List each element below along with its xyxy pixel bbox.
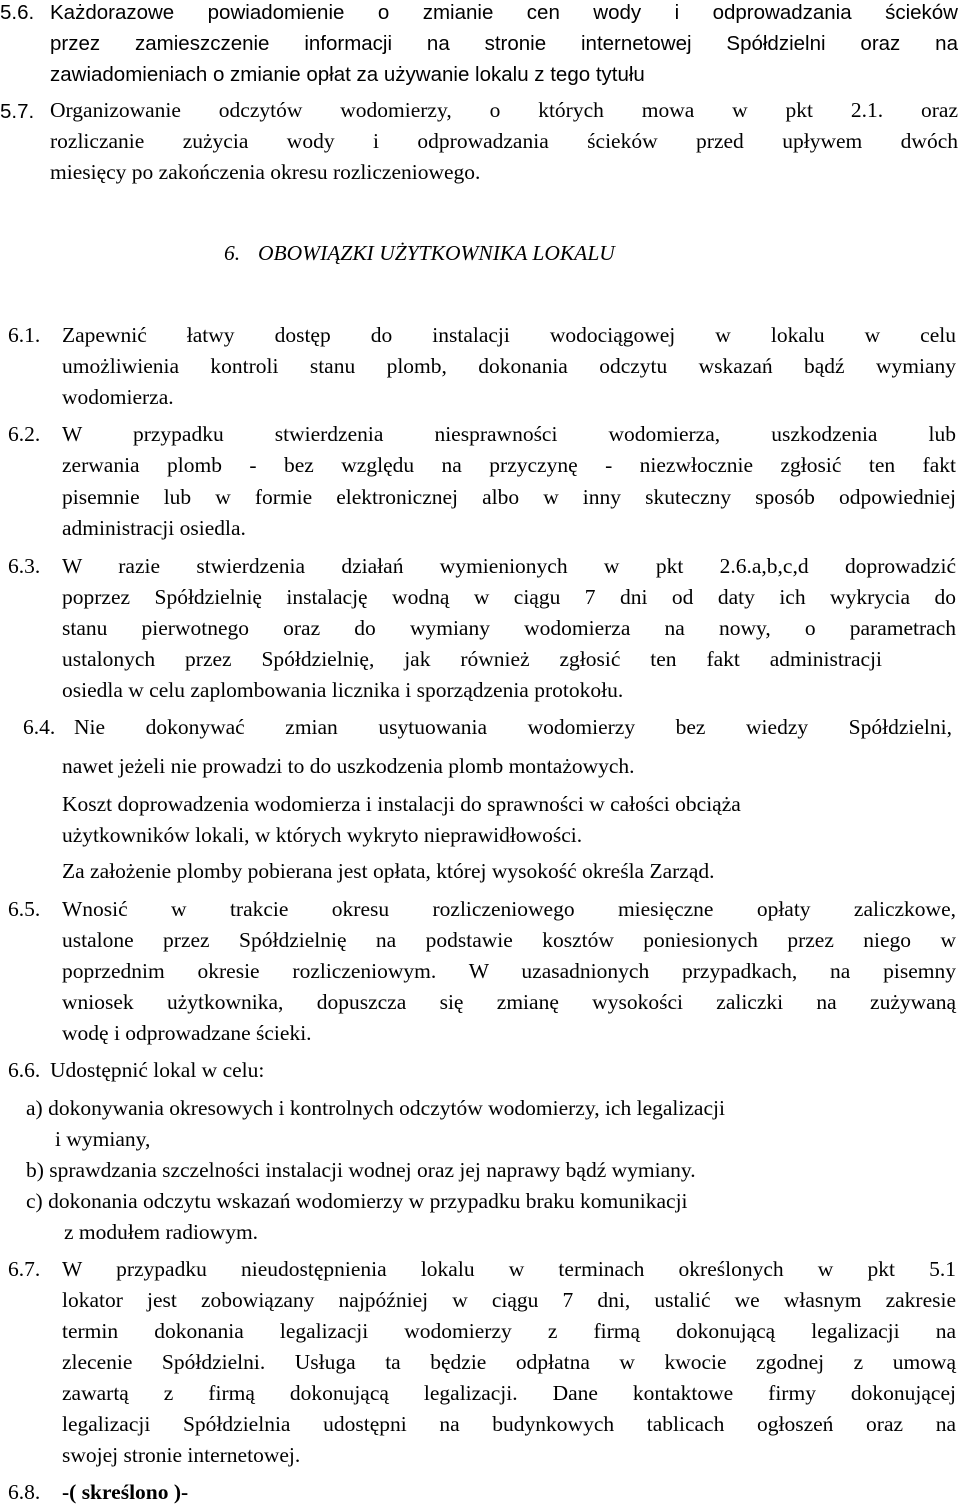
item-text-line: administracji osiedla. [62,516,246,540]
item-text-line: pisemnie lub w formie elektronicznej albo w inny skuteczny sposób odpowiedniej [62,485,956,509]
item-text-line: Organizowanie odczytów wodomierzy, o których mowa w pkt 2.1. oraz [50,98,958,122]
item-text-line: Wnosić w trakcie okresu rozliczeniowego miesięczne opłaty zaliczkowe, [62,897,956,921]
item-text-line: wodomierza. [62,385,174,409]
item-text-line: W razie stwierdzenia działań wymienionych w pkt 2.6.a,b,c,d doprowadzić [62,554,956,578]
item-text-line: zawartą z firmą dokonującą legalizacji. Dane kontaktowe firmy dokonującej [62,1381,956,1405]
item-number: 6.3. [8,554,41,578]
item-number: 6.6. [8,1058,41,1082]
item-text-line: termin dokonania legalizacji wodomierzy z firmą dokonującą legalizacji na [62,1319,956,1343]
item-number: 6.1. [8,323,41,347]
item-text-line: osiedla w celu zaplombowania licznika i sporządzenia protokołu. [62,678,624,702]
sub-item-line: a) dokonywania okresowych i kontrolnych odczytów wodomierzy, ich legalizacji [26,1096,725,1120]
item-number: 5.6. [0,1,35,24]
heading-title: OBOWIĄZKI UŻYTKOWNIKA LOKALU [258,241,615,265]
sub-item-line: c) dokonania odczytu wskazań wodomierzy w przypadku braku komunikacji [26,1189,688,1213]
item-text-line: umożliwienia kontroli stanu plomb, dokonania odczytu wskazań bądź wymiany [62,354,956,378]
item-text-line: Każdorazowe powiadomienie o zmianie cen wody i odprowadzania ścieków [50,1,958,24]
item-text-line: nawet jeżeli nie prowadzi to do uszkodzenia plomb montażowych. [62,754,635,778]
item-number: 5.7. [0,100,35,123]
sub-item-line: i wymiany, [55,1127,151,1151]
item-text-line: wniosek użytkownika, dopuszcza się zmianę wysokości zaliczki na zużywaną [62,990,956,1014]
item-text-line: poprzez Spółdzielnię instalację wodną w ciągu 7 dni od daty ich wykrycia do [62,585,956,609]
item-number: 6.7. [8,1257,41,1281]
item-text-line: Za założenie plomby pobierana jest opłata, której wysokość określa Zarząd. [62,859,715,883]
item-text-line: Nie dokonywać zmian usytuowania wodomierzy bez wiedzy Spółdzielni, [74,715,952,739]
item-text-line: Koszt doprowadzenia wodomierza i instalacji do sprawności w całości obciąża [62,792,741,816]
item-number: 6.5. [8,897,41,921]
item-text-line: ustalone przez Spółdzielnię na podstawie kosztów poniesionych przez niego w [62,928,956,952]
item-number: 6.4. [23,715,56,739]
item-text-line: zawiadomieniach o zmianie opłat za używanie lokalu z tego tytułu [50,63,645,86]
item-text-line: zlecenie Spółdzielni. Usługa ta będzie odpłatna w kwocie zgodnej z umową [62,1350,956,1374]
item-intro: Udostępnić lokal w celu: [50,1058,265,1082]
item-text-line: przez zamieszczenie informacji na stronie internetowej Spółdzielni oraz na [50,32,958,55]
item-text-line: legalizacji Spółdzielnia udostępni na budynkowych tablicach ogłoszeń oraz na [62,1412,956,1436]
item-text-line: miesięcy po zakończenia okresu rozliczeniowego. [50,160,481,184]
item-text-line: wodę i odprowadzane ścieki. [62,1021,312,1045]
item-text-line: Zapewnić łatwy dostęp do instalacji wodociągowej w lokalu w celu [62,323,956,347]
item-text-line: ustalonych przez Spółdzielnię, jak również zgłosić ten fakt administracji [62,647,882,671]
item-text-line: poprzednim okresie rozliczeniowym. W uzasadnionych przypadkach, na pisemny [62,959,956,983]
item-text-line: rozliczanie zużycia wody i odprowadzania ścieków przed upływem dwóch [50,129,958,153]
item-text-line: użytkowników lokali, w których wykryto nieprawidłowości. [62,823,583,847]
sub-item-line: b) sprawdzania szczelności instalacji wodnej oraz jej naprawy bądź wymiany. [26,1158,696,1182]
item-number: 6.8. [8,1480,41,1504]
item-text-line: lokator jest zobowiązany najpóźniej w ciągu 7 dni, ustalić we własnym zakresie [62,1288,956,1312]
item-text-line: stanu pierwotnego oraz do wymiany wodomierza na nowy, o parametrach [62,616,956,640]
item-text-line: W przypadku stwierdzenia niesprawności wodomierza, uszkodzenia lub [62,422,956,446]
item-text-line: zerwania plomb - bez względu na przyczynę - niezwłocznie zgłosić ten fakt [62,453,956,477]
heading-number: 6. [224,241,241,265]
item-text-line: -( skreślono )- [62,1480,189,1504]
item-text-line: W przypadku nieudostępnienia lokalu w terminach określonych w pkt 5.1 [62,1257,956,1281]
item-number: 6.2. [8,422,41,446]
sub-item-line: z modułem radiowym. [64,1220,259,1244]
item-text-line: swojej stronie internetowej. [62,1443,301,1467]
